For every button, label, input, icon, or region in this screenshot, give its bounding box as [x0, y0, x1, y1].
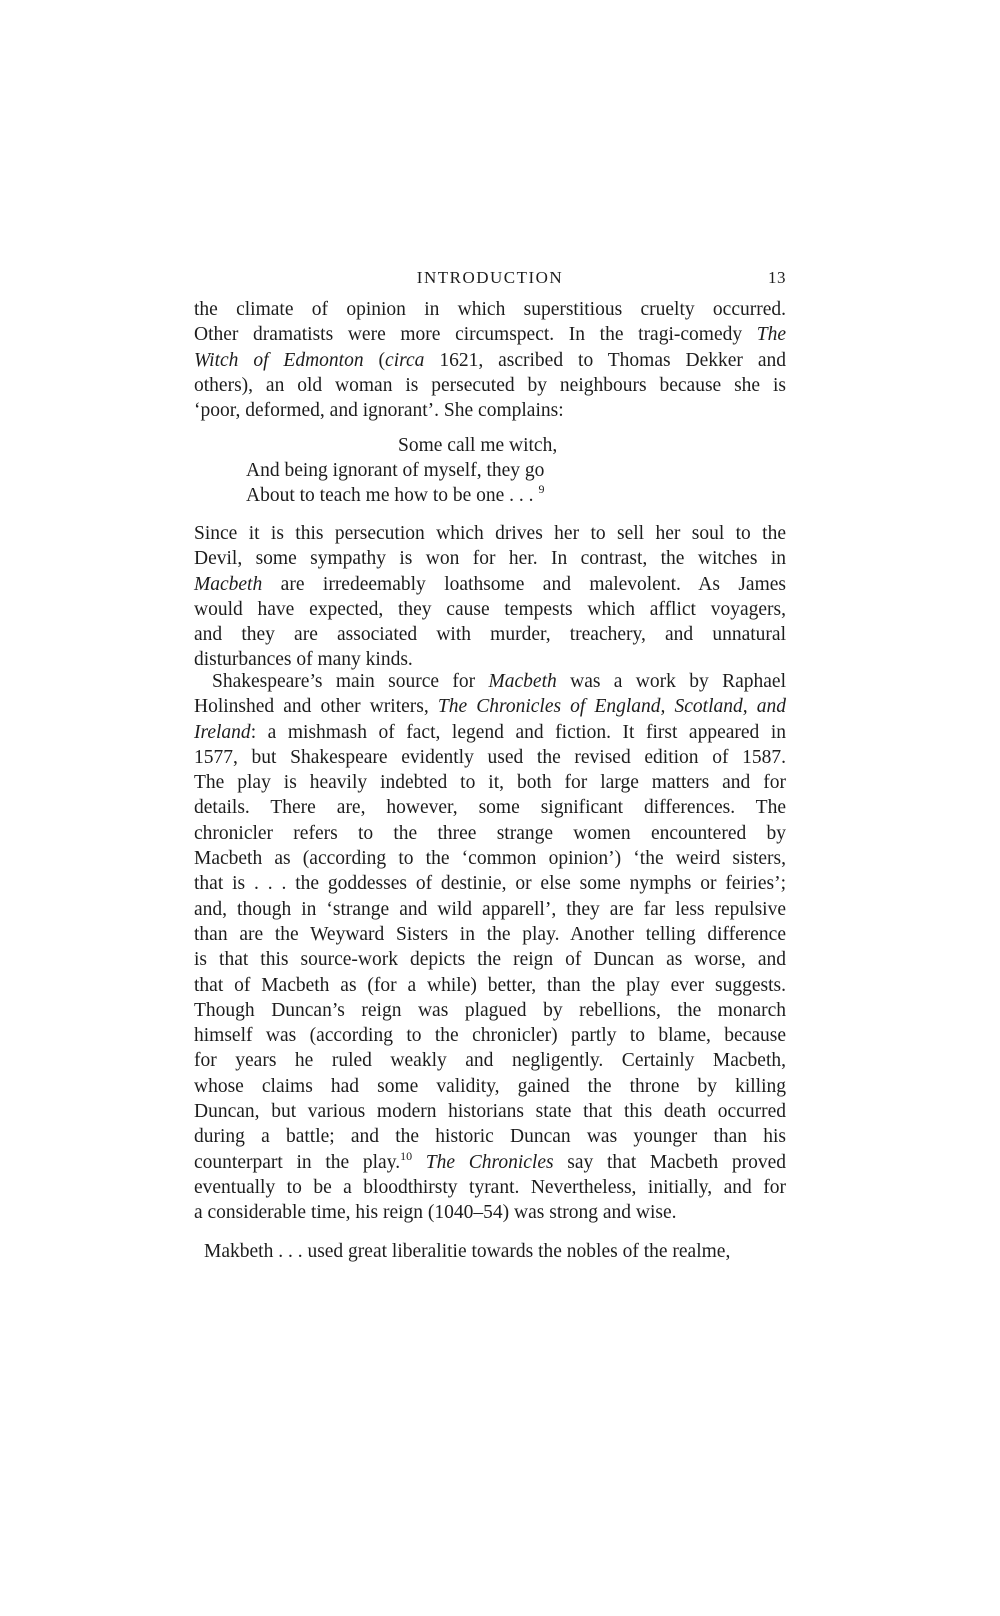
verse-line-3 — [246, 483, 544, 509]
footnote-ref-9: 9 — [538, 482, 545, 496]
text-line — [194, 821, 786, 846]
italic-text: Macbeth — [488, 671, 557, 692]
text-run: Shakespeare’s main source for — [212, 671, 489, 692]
text-line — [194, 720, 786, 745]
text-line — [194, 348, 786, 373]
text-run: details. There are, however, some significant differences. The — [194, 797, 786, 819]
paragraph-1 — [194, 297, 786, 423]
text-line — [194, 1150, 786, 1175]
running-title: INTRODUCTION — [416, 268, 564, 287]
text-line — [194, 795, 786, 820]
text-line — [194, 846, 786, 871]
text-run: than are the Weyward Sisters in the play. Another telling difference — [194, 923, 786, 945]
text-line — [194, 770, 786, 795]
verse-line-2: And being ignorant of myself, they go — [246, 460, 545, 481]
italic-text: The Chronicles — [425, 1151, 554, 1173]
text-line — [194, 572, 786, 597]
text-line — [194, 1023, 786, 1048]
text-run: Holinshed and other writers, — [194, 696, 438, 718]
text-run: The play is heavily indebted to it, both for large matters and for — [194, 772, 786, 794]
text-run: Since it is this persecution which drives her to sell her soul to the — [194, 523, 786, 544]
verse-line-3-text: About to teach me how to be one . . . — [246, 485, 534, 506]
quote-line: Makbeth . . . used great liberalitie towards the nobles of the realme, — [204, 1241, 731, 1262]
text-line — [194, 322, 786, 347]
text-line — [194, 947, 786, 972]
text-run: Duncan, but various modern historians state that this death occurred — [194, 1101, 786, 1123]
text-line — [194, 998, 786, 1023]
text-run: counterpart in the play. — [194, 1151, 401, 1173]
text-run: was a work by Raphael — [556, 671, 786, 692]
text-line — [194, 973, 786, 998]
text-run: during a battle; and the historic Duncan was younger than his — [194, 1126, 786, 1148]
text-run: disturbances of many kinds. — [194, 649, 413, 671]
italic-text: Ireland — [194, 721, 251, 743]
text-line — [194, 871, 786, 896]
text-run: the climate of opinion in which superstitious cruelty occurred. — [194, 299, 786, 320]
text-run: chronicler refers to the three strange women encountered by — [194, 822, 786, 844]
text-line — [194, 694, 786, 719]
text-line — [194, 521, 786, 546]
text-run: are irredeemably loathsome and malevolent. As James — [262, 573, 786, 595]
text-line — [194, 922, 786, 947]
text-line — [194, 597, 786, 622]
text-run: and they are associated with murder, treachery, and unnatural — [194, 624, 786, 646]
text-run: that is . . . the goddesses of destinie, or else some nymphs or feiries’; — [194, 873, 786, 895]
verse-line-1: Some call me witch, — [398, 435, 558, 456]
text-run: for years he ruled weakly and negligently. Certainly Macbeth, — [194, 1050, 786, 1072]
page-number: 13 — [768, 268, 786, 287]
text-run: ‘poor, deformed, and ignorant’. She complains: — [194, 400, 564, 422]
text-run: ( — [363, 349, 386, 371]
italic-text: Witch of Edmonton — [194, 349, 364, 371]
text-line — [194, 297, 786, 322]
text-run: a considerable time, his reign (1040–54) was strong and wise. — [194, 1202, 677, 1224]
text-run: that of Macbeth as (for a while) better, than the play ever suggests. — [194, 974, 786, 996]
text-run: and, though in ‘strange and wild apparell’, they are far less repulsive — [194, 898, 786, 920]
italic-text: The — [756, 324, 786, 346]
text-line — [194, 1074, 786, 1099]
text-run: himself was (according to the chronicler) partly to blame, because — [194, 1025, 786, 1047]
text-line — [194, 1200, 786, 1225]
text-line — [194, 1099, 786, 1124]
text-run: Though Duncan’s reign was plagued by rebellions, the monarch — [194, 999, 786, 1021]
footnote-ref: 10 — [400, 1148, 413, 1163]
text-line — [194, 745, 786, 770]
italic-text: circa — [385, 349, 425, 371]
text-run: is that this source-work depicts the reign of Duncan as worse, and — [194, 949, 786, 971]
text-run: Other dramatists were more circumspect. In the tragi-comedy — [194, 324, 757, 346]
paragraph-3 — [194, 669, 786, 1226]
text-run: eventually to be a bloodthirsty tyrant. Nevertheless, initially, and for — [194, 1176, 786, 1198]
text-run: Devil, some sympathy is won for her. In contrast, the witches in — [194, 548, 786, 570]
text-line — [194, 373, 786, 398]
text-line — [194, 546, 786, 571]
text-line — [194, 622, 786, 647]
text-run — [412, 1152, 426, 1173]
text-run: would have expected, they cause tempests which afflict voyagers, — [194, 598, 786, 620]
text-run: 1621, ascribed to Thomas Dekker and — [424, 349, 786, 371]
paragraph-2 — [194, 521, 786, 673]
text-run: : a mishmash of fact, legend and fiction. It first appeared in — [250, 721, 786, 743]
text-line — [194, 669, 786, 694]
text-run: 1577, but Shakespeare evidently used the revised edition of 1587. — [194, 746, 786, 768]
text-run: whose claims had some validity, gained the throne by killing — [194, 1075, 786, 1097]
running-header — [194, 268, 786, 294]
text-line — [194, 1175, 786, 1200]
italic-text: Macbeth — [194, 573, 263, 595]
block-quote — [194, 1239, 786, 1264]
text-line — [194, 1124, 786, 1149]
text-run: Macbeth as (according to the ‘common opinion’) ‘the weird sisters, — [194, 848, 786, 870]
text-line — [194, 1048, 786, 1073]
text-run: say that Macbeth proved — [553, 1151, 787, 1173]
text-line — [194, 398, 786, 423]
text-line — [194, 897, 786, 922]
italic-text: The Chronicles of England, Scotland, and — [437, 696, 786, 718]
text-run: others), an old woman is persecuted by neighbours because she is — [194, 374, 786, 396]
